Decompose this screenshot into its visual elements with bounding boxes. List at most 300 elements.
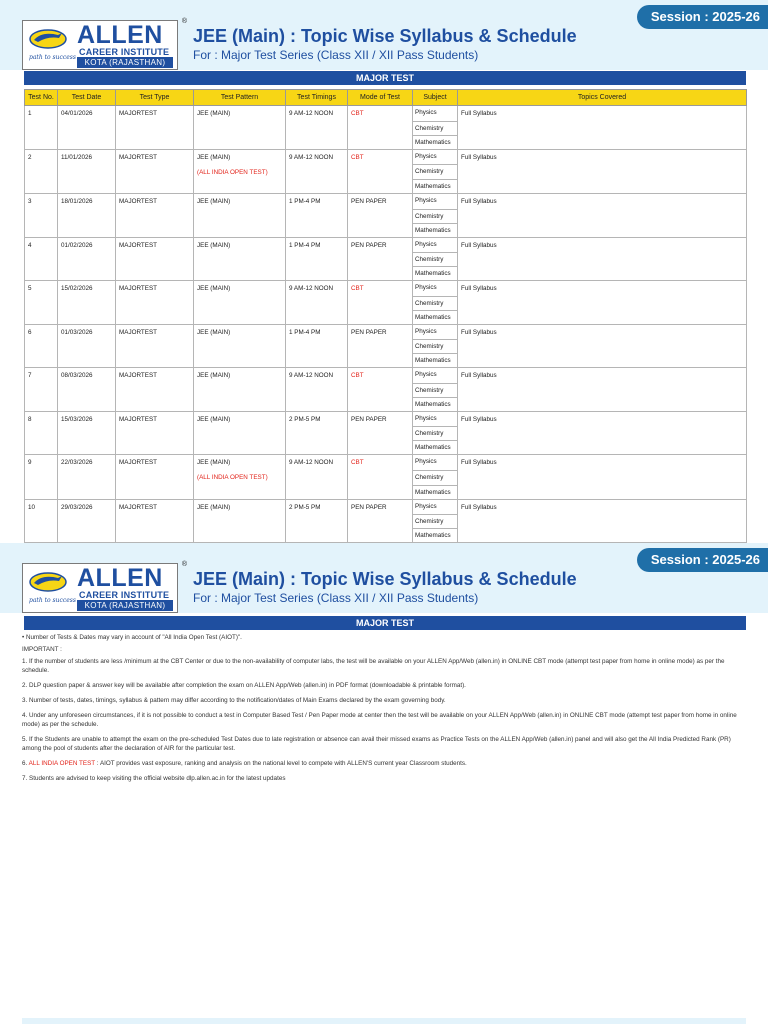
test-type-cell [116,223,194,237]
subject-cell: Mathematics [413,267,458,281]
subject-cell: Chemistry [413,383,458,397]
test-type-cell [116,529,194,543]
test-date-cell [58,165,116,180]
test-mode-cell [348,383,413,397]
test-type-cell [116,383,194,397]
note-item: 7. Students are advised to keep visiting the official website dlp.allen.ac.in for the latest updates [22,775,286,782]
test-mode-cell: PEN PAPER [348,324,413,340]
test-pattern-cell: JEE (MAIN) [194,149,286,165]
subject-cell: Chemistry [413,296,458,310]
test-type-cell: MAJORTEST [116,455,194,471]
column-header: Test Timings [286,90,348,106]
table-row [25,165,747,180]
topics-cell [458,253,747,267]
page-subtitle: For : Major Test Series (Class XII / XII Pass Students) [193,591,479,605]
test-timing-cell [286,180,348,194]
test-mode-cell [348,223,413,237]
topics-cell [458,209,747,223]
subject-cell: Chemistry [413,209,458,223]
topics-cell: Full Syllabus [458,411,747,427]
test-timing-cell [286,135,348,149]
subject-cell: Chemistry [413,515,458,529]
test-type-cell: MAJORTEST [116,237,194,253]
test-mode-cell [348,209,413,223]
test-pattern-note-cell [194,441,286,455]
column-header: Test Type [116,90,194,106]
topics-cell [458,165,747,180]
registered-mark: ® [181,561,187,568]
test-no-cell: 2 [25,149,58,165]
table-row [25,237,747,253]
test-pattern-note-cell: (ALL INDIA OPEN TEST) [194,165,286,180]
table-header-row [25,90,747,106]
test-no-cell [25,165,58,180]
test-date-cell: 01/03/2026 [58,324,116,340]
test-timing-cell [286,296,348,310]
subject-cell: Physics [413,237,458,253]
test-mode-cell [348,354,413,368]
subject-cell: Physics [413,281,458,297]
test-mode-cell: CBT [348,281,413,297]
test-no-cell: 5 [25,281,58,297]
test-no-cell [25,135,58,149]
test-pattern-cell: JEE (MAIN) [194,237,286,253]
topics-cell [458,121,747,135]
test-timing-cell [286,515,348,529]
test-date-cell: 08/03/2026 [58,368,116,384]
test-pattern-note-cell [194,223,286,237]
table-row [25,149,747,165]
test-type-cell [116,485,194,499]
test-mode-cell [348,135,413,149]
test-no-cell [25,427,58,441]
test-no-cell [25,441,58,455]
test-no-cell [25,354,58,368]
test-date-cell [58,470,116,485]
table-row [25,267,747,281]
topics-cell [458,515,747,529]
topics-cell: Full Syllabus [458,106,747,122]
test-no-cell [25,209,58,223]
column-header: Test Date [58,90,116,106]
logo-brand: ALLEN [77,564,163,592]
table-row [25,515,747,529]
topics-cell [458,441,747,455]
topics-cell: Full Syllabus [458,149,747,165]
test-no-cell [25,253,58,267]
topics-cell: Full Syllabus [458,499,747,515]
subject-cell: Physics [413,411,458,427]
test-pattern-cell: JEE (MAIN) [194,324,286,340]
test-pattern-note-cell [194,354,286,368]
test-mode-cell [348,310,413,324]
logo-brand: ALLEN [77,21,163,49]
test-type-cell [116,515,194,529]
logo-emblem-icon [28,27,68,49]
test-no-cell [25,296,58,310]
subject-cell: Mathematics [413,135,458,149]
subject-cell: Chemistry [413,253,458,267]
note-highlight: ALL INDIA OPEN TEST [28,760,96,767]
test-no-cell [25,340,58,354]
test-date-cell [58,296,116,310]
note-item: 2. DLP question paper & answer key will be available after completion the exam on ALLEN App/Web (allen.in) in PDF format (downloadable & printable format). [22,682,466,689]
test-timing-cell [286,427,348,441]
subject-cell: Chemistry [413,340,458,354]
column-header: Test Pattern [194,90,286,106]
test-timing-cell [286,223,348,237]
test-mode-cell: CBT [348,106,413,122]
test-type-cell [116,427,194,441]
test-type-cell [116,121,194,135]
test-pattern-cell: JEE (MAIN) [194,194,286,210]
topics-cell: Full Syllabus [458,237,747,253]
test-timing-cell: 9 AM-12 NOON [286,368,348,384]
table-row [25,411,747,427]
test-timing-cell: 2 PM-5 PM [286,411,348,427]
note-number: 6. [22,760,29,767]
test-no-cell [25,470,58,485]
table-row [25,485,747,499]
test-no-cell [25,121,58,135]
test-timing-cell [286,383,348,397]
table-row [25,499,747,515]
subject-cell: Mathematics [413,180,458,194]
topics-cell [458,310,747,324]
allen-logo [22,18,187,70]
subject-cell: Physics [413,455,458,471]
table-row [25,106,747,122]
schedule-table [24,89,747,543]
test-date-cell: 15/03/2026 [58,411,116,427]
test-no-cell [25,515,58,529]
test-timing-cell [286,485,348,499]
test-type-cell [116,267,194,281]
test-pattern-note-cell [194,253,286,267]
test-type-cell: MAJORTEST [116,499,194,515]
column-header: Subject [413,90,458,106]
test-no-cell [25,397,58,411]
test-pattern-note-cell [194,296,286,310]
notes-section [22,633,748,789]
test-type-cell: MAJORTEST [116,106,194,122]
subject-cell: Chemistry [413,165,458,180]
test-no-cell: 1 [25,106,58,122]
test-type-cell [116,354,194,368]
topics-cell [458,427,747,441]
column-header: Test No. [25,90,58,106]
test-pattern-cell: JEE (MAIN) [194,368,286,384]
test-no-cell: 10 [25,499,58,515]
topics-cell: Full Syllabus [458,281,747,297]
test-date-cell [58,515,116,529]
test-no-cell [25,485,58,499]
subject-cell: Mathematics [413,397,458,411]
table-row [25,427,747,441]
allen-logo [22,561,187,613]
test-no-cell [25,267,58,281]
table-row [25,354,747,368]
test-date-cell [58,267,116,281]
topics-cell [458,223,747,237]
test-pattern-cell: JEE (MAIN) [194,106,286,122]
note-item: 1. If the number of students are less /minimum at the CBT Center or due to the non-availability of computer labs, the test will be available on your ALLEN App/Web (allen.in) in ONLINE CBT mode (attempt test paper from home in online mode) as per the schedule. [22,658,725,674]
logo-city: KOTA (RAJASTHAN) [77,600,173,611]
topics-cell [458,340,747,354]
test-date-cell: 15/02/2026 [58,281,116,297]
test-type-cell: MAJORTEST [116,324,194,340]
test-timing-cell: 1 PM-4 PM [286,194,348,210]
test-date-cell [58,209,116,223]
registered-mark: ® [181,18,187,25]
topics-cell [458,354,747,368]
subject-cell: Physics [413,149,458,165]
topics-cell: Full Syllabus [458,368,747,384]
subject-cell: Physics [413,324,458,340]
schedule-body [25,106,747,543]
note-item: 3. Number of tests, dates, timings, syllabus & pattern may differ according to the notification/dates of Main Exams declared by the exam governing body. [22,697,446,704]
table-row [25,281,747,297]
test-type-cell: MAJORTEST [116,194,194,210]
test-type-cell [116,135,194,149]
test-pattern-note-cell [194,397,286,411]
test-no-cell: 6 [25,324,58,340]
test-timing-cell: 9 AM-12 NOON [286,281,348,297]
table-row [25,121,747,135]
topics-cell [458,180,747,194]
topics-cell [458,383,747,397]
test-pattern-note-cell: (ALL INDIA OPEN TEST) [194,470,286,485]
test-timing-cell: 2 PM-5 PM [286,499,348,515]
test-mode-cell: CBT [348,455,413,471]
subject-cell: Mathematics [413,354,458,368]
test-date-cell [58,354,116,368]
note-item: 4. Under any unforeseen circumstances, if it is not possible to conduct a test in Computer Based Test / Pen Paper mode at center then the test will be available on your ALLEN App/Web (allen.in) in ONLINE CBT mode (attempt test paper from home in online mode) as per the schedule. [22,712,737,728]
logo-city: KOTA (RAJASTHAN) [77,57,173,68]
test-mode-cell [348,397,413,411]
test-type-cell [116,165,194,180]
test-timing-cell [286,253,348,267]
table-row [25,194,747,210]
topics-cell [458,485,747,499]
note-text: : AIOT provides vast exposure, ranking and analysis on the national level to compete with ALLEN'S current year Classroom students. [95,760,467,767]
test-date-cell: 29/03/2026 [58,499,116,515]
table-row [25,253,747,267]
test-mode-cell [348,253,413,267]
page-title: JEE (Main) : Topic Wise Syllabus & Schedule [193,26,577,46]
test-mode-cell: PEN PAPER [348,411,413,427]
subject-cell: Chemistry [413,470,458,485]
test-date-cell: 11/01/2026 [58,149,116,165]
test-mode-cell [348,296,413,310]
test-pattern-note-cell [194,529,286,543]
table-row [25,310,747,324]
test-date-cell [58,223,116,237]
test-no-cell: 7 [25,368,58,384]
test-mode-cell: CBT [348,368,413,384]
session-badge: Session : 2025-26 [637,548,768,572]
table-row [25,223,747,237]
note-item: 5. If the Students are unable to attempt the exam on the pre-scheduled Test Dates due to late registration or absence can avail their missed exams as Practice Tests on the ALLEN App/Web (allen.in) panel and will also get the All India Predicted Rank (PR) among the pool of students after the declaration of AIR for the particular test. [22,736,731,752]
table-row [25,441,747,455]
test-pattern-note-cell [194,180,286,194]
test-timing-cell [286,441,348,455]
test-date-cell [58,340,116,354]
test-pattern-cell: JEE (MAIN) [194,411,286,427]
subject-cell: Mathematics [413,310,458,324]
test-date-cell [58,529,116,543]
test-timing-cell [286,267,348,281]
test-no-cell [25,310,58,324]
test-date-cell [58,441,116,455]
test-type-cell [116,470,194,485]
test-type-cell [116,296,194,310]
subject-cell: Physics [413,106,458,122]
table-row [25,209,747,223]
test-pattern-cell: JEE (MAIN) [194,281,286,297]
test-type-cell: MAJORTEST [116,411,194,427]
test-timing-cell: 1 PM-4 PM [286,237,348,253]
topics-cell: Full Syllabus [458,455,747,471]
test-no-cell: 8 [25,411,58,427]
note-item [22,759,748,768]
test-pattern-note-cell [194,485,286,499]
table-row [25,529,747,543]
topics-cell [458,529,747,543]
test-pattern-note-cell [194,135,286,149]
test-timing-cell: 9 AM-12 NOON [286,149,348,165]
test-pattern-cell: JEE (MAIN) [194,499,286,515]
test-mode-cell [348,165,413,180]
logo-institute: CAREER INSTITUTE [79,590,170,600]
subject-cell: Mathematics [413,441,458,455]
notes-intro: • Number of Tests & Dates may vary in account of "All India Open Test (AIOT)". [22,634,242,641]
logo-tagline: path to success [29,54,76,61]
test-timing-cell [286,121,348,135]
subject-cell: Mathematics [413,485,458,499]
test-type-cell: MAJORTEST [116,368,194,384]
test-timing-cell [286,397,348,411]
subject-cell: Physics [413,368,458,384]
test-timing-cell: 1 PM-4 PM [286,324,348,340]
test-mode-cell [348,340,413,354]
table-row [25,397,747,411]
test-no-cell [25,383,58,397]
table-row [25,340,747,354]
test-mode-cell: PEN PAPER [348,194,413,210]
test-pattern-note-cell [194,267,286,281]
test-type-cell: MAJORTEST [116,281,194,297]
table-row [25,180,747,194]
test-pattern-note-cell [194,515,286,529]
test-date-cell [58,485,116,499]
test-date-cell: 04/01/2026 [58,106,116,122]
test-type-cell [116,253,194,267]
table-row [25,324,747,340]
test-type-cell [116,209,194,223]
test-date-cell: 22/03/2026 [58,455,116,471]
test-mode-cell [348,485,413,499]
table-row [25,135,747,149]
test-mode-cell: CBT [348,149,413,165]
test-type-cell [116,180,194,194]
test-date-cell [58,180,116,194]
test-type-cell: MAJORTEST [116,149,194,165]
test-timing-cell [286,340,348,354]
test-mode-cell [348,515,413,529]
logo-institute: CAREER INSTITUTE [79,47,170,57]
test-date-cell [58,383,116,397]
test-mode-cell [348,180,413,194]
test-timing-cell [286,165,348,180]
topics-cell [458,267,747,281]
test-date-cell [58,121,116,135]
logo-tagline: path to success [29,597,76,604]
section-band: MAJOR TEST [24,616,746,630]
test-date-cell [58,310,116,324]
test-date-cell: 01/02/2026 [58,237,116,253]
test-date-cell [58,427,116,441]
subject-cell: Physics [413,499,458,515]
test-pattern-note-cell [194,383,286,397]
test-mode-cell [348,529,413,543]
test-mode-cell [348,427,413,441]
subject-cell: Physics [413,194,458,210]
test-mode-cell [348,470,413,485]
section-band: MAJOR TEST [24,71,746,85]
test-pattern-note-cell [194,427,286,441]
test-no-cell: 3 [25,194,58,210]
notes-important-heading: IMPORTANT : [22,646,62,653]
table-row [25,470,747,485]
footer-strip [22,1018,746,1024]
test-type-cell [116,397,194,411]
test-pattern-note-cell [194,209,286,223]
test-no-cell: 9 [25,455,58,471]
test-timing-cell: 9 AM-12 NOON [286,455,348,471]
topics-cell: Full Syllabus [458,194,747,210]
test-date-cell [58,253,116,267]
test-no-cell [25,529,58,543]
test-timing-cell [286,470,348,485]
topics-cell [458,296,747,310]
test-pattern-note-cell [194,121,286,135]
topics-cell [458,135,747,149]
test-pattern-cell: JEE (MAIN) [194,455,286,471]
subject-cell: Mathematics [413,223,458,237]
topics-cell [458,397,747,411]
test-pattern-note-cell [194,310,286,324]
table-row [25,368,747,384]
test-date-cell: 18/01/2026 [58,194,116,210]
column-header: Mode of Test [348,90,413,106]
column-header: Topics Covered [458,90,747,106]
test-mode-cell [348,441,413,455]
notes-page [0,543,768,1024]
test-type-cell [116,340,194,354]
test-mode-cell: PEN PAPER [348,237,413,253]
test-type-cell [116,441,194,455]
session-badge: Session : 2025-26 [637,5,768,29]
subject-cell: Mathematics [413,529,458,543]
topics-cell [458,470,747,485]
test-no-cell [25,223,58,237]
test-no-cell [25,180,58,194]
test-mode-cell: PEN PAPER [348,499,413,515]
test-timing-cell [286,354,348,368]
table-row [25,383,747,397]
test-date-cell [58,397,116,411]
